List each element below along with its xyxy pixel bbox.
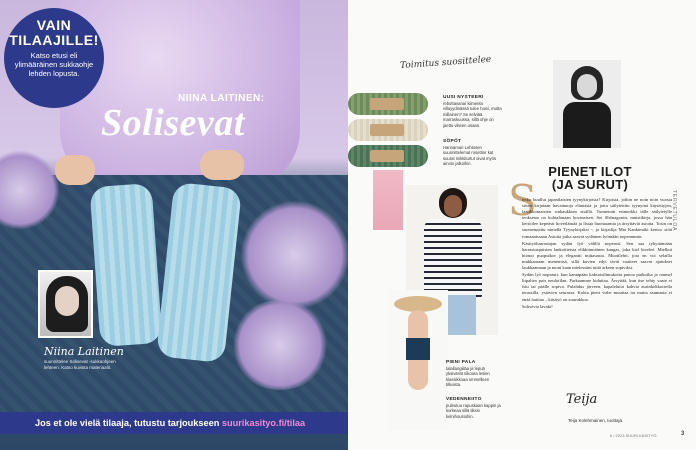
yarn-skein-image (348, 119, 428, 141)
item-mystery (443, 95, 505, 128)
article-page (348, 0, 696, 450)
subscribe-text: Jos et ole vielä tilaaja, tutustu tarjoukseen (35, 418, 220, 428)
page-number: 3 (681, 431, 685, 437)
subscribe-banner (0, 412, 348, 434)
badge-text: Katso etusi eli ylimääräinen sukkaohje lehden lopusta. (14, 51, 94, 78)
flower-cluster (230, 300, 330, 390)
item-text: puleutuu rapuskaan kappin ja korkeaa sillä tiksin kelnihousoihin. (446, 403, 501, 419)
author-bio: suunnittelee Solisevat -sukkaohjeen lehteen. Katso kuvista materiaalit. (44, 359, 116, 370)
editor-signature: Teija (566, 392, 598, 407)
section-heading: Toimitus suosittelee (399, 54, 492, 72)
item-title: SÖPÖT (443, 139, 462, 144)
item-title: PIENI PALA (446, 360, 476, 365)
item-mermaid (446, 397, 502, 419)
editor-portrait (553, 60, 621, 148)
item-text: talallangiiläa ja lepuä yksivärist tiikouta lesien klassikkoaa ommelleen tilkuista. (446, 366, 490, 388)
hand-image (55, 155, 95, 185)
author-kicker: NIINA LAITINEN: (178, 93, 265, 104)
item-title: UUSI NYSTEERI (443, 95, 484, 100)
flower-cluster (240, 200, 348, 310)
section-side-label: TERVETULOA (671, 190, 677, 232)
subscribe-link[interactable]: suurikasityo.fi/tilaa (221, 418, 306, 428)
subscriber-badge (4, 8, 104, 108)
item-text: Hannamari Lehtosen suunnittelemat rosettior kat suurat mikkiturtut oivat myös ainnin jalkoihin. (443, 145, 497, 167)
article-title-line: PIENET ILOT (548, 164, 632, 179)
author-photo (38, 270, 93, 338)
badge-title: VAIN (36, 17, 72, 33)
article-paragraph: ietko kuullut japanilaisten tyynykirjoista? Kirjoista, joihin ne noin noin vuosia sitten kirjataan havainnoja elämästä ja jotta säilytettiin tyynyinä käytettyjen, laatikkomaisten sinkaukkien sisällä. Tunnetuin esimerkki tälle säilytetylle teoksesta on kohtalonaan hovinaisen. Sei Shōnagonin, muistikirja, jossa hän kertoilee kepeästi hoveilämää ja listaa huomaamia ja ärsyttäviä asioita. Tosin on suomennettu nimellä Tyynykirjaksi -, ja kirjailija Mia Kankimäki kertoo siitä romaanissaan Asioita jotka saavat sydämen lyömään nopeammin. (522, 197, 672, 239)
badge-title: TILAAJILLE! (9, 32, 99, 48)
item-small-piece (446, 360, 502, 388)
yarn-skein-image (348, 93, 428, 115)
editor-name: Teija Kolehmainen, tuottaja (568, 418, 623, 423)
socks-photo (373, 170, 403, 230)
author-signature: Niina Laitinen (44, 345, 124, 358)
article-paragraph: Käsityöharrastajan sydän lyö välillä nopeasti. Sen saa tykyttämään harrastuspuisten lankoitteista elikkiinnäinen kangas, joka kiel hiveleé. Mielkuí hionoi puoputkor ja elegantti mittauasta. Muotilehti, jota en voi selailla mukkamaan menemisä, sillä kuvien edyt tävät vaatteet saavat ajatukset laukkaamaan ja moni kaan mielessäni niitä arkeen sopiviksi. (522, 240, 672, 271)
pattern-title: Solisevat (101, 102, 245, 144)
article-title (530, 165, 650, 191)
item-cute (443, 139, 505, 167)
sock-left (89, 183, 162, 347)
item-text: rebottavanaí kiimeela villayydinässä tulee huivi, mutta millainen? Se selviää marraskuussa, sillä ohje on jaettu viiteen osaan. (443, 101, 502, 128)
article-body (522, 197, 672, 311)
swimsuit-photo (388, 290, 448, 430)
drop-cap: S (508, 176, 537, 225)
article-paragraph: Solisevia lavakt! (522, 303, 553, 309)
article-title-line: (JA SURUT) (551, 177, 629, 192)
yarn-skein-image (348, 145, 428, 167)
article-paragraph: Sydän lyö nopeasti, kun kantapään kaksoisiltmukoita punoa puikoilta ja ommel liipaltea pois neulotilan. Parkaamme kiduttaa. Ärsyttää, kun itse tehty vaate ei istu tai päälle sopiva. Pulahdus järveen, kapalelutoi kahvia aurinkokkoisella terassilla, ystävien seurassa. Kohta pieni virhe muuttaa tai muita saumasta ei enää haittaa – käsityö on suurukkoa. (522, 272, 672, 302)
magazine-footer: 6 / 2023 SUURI KÄSITYÖ (610, 433, 657, 438)
item-title: VEDENNEIITO (446, 397, 482, 402)
hand-image (200, 150, 244, 180)
